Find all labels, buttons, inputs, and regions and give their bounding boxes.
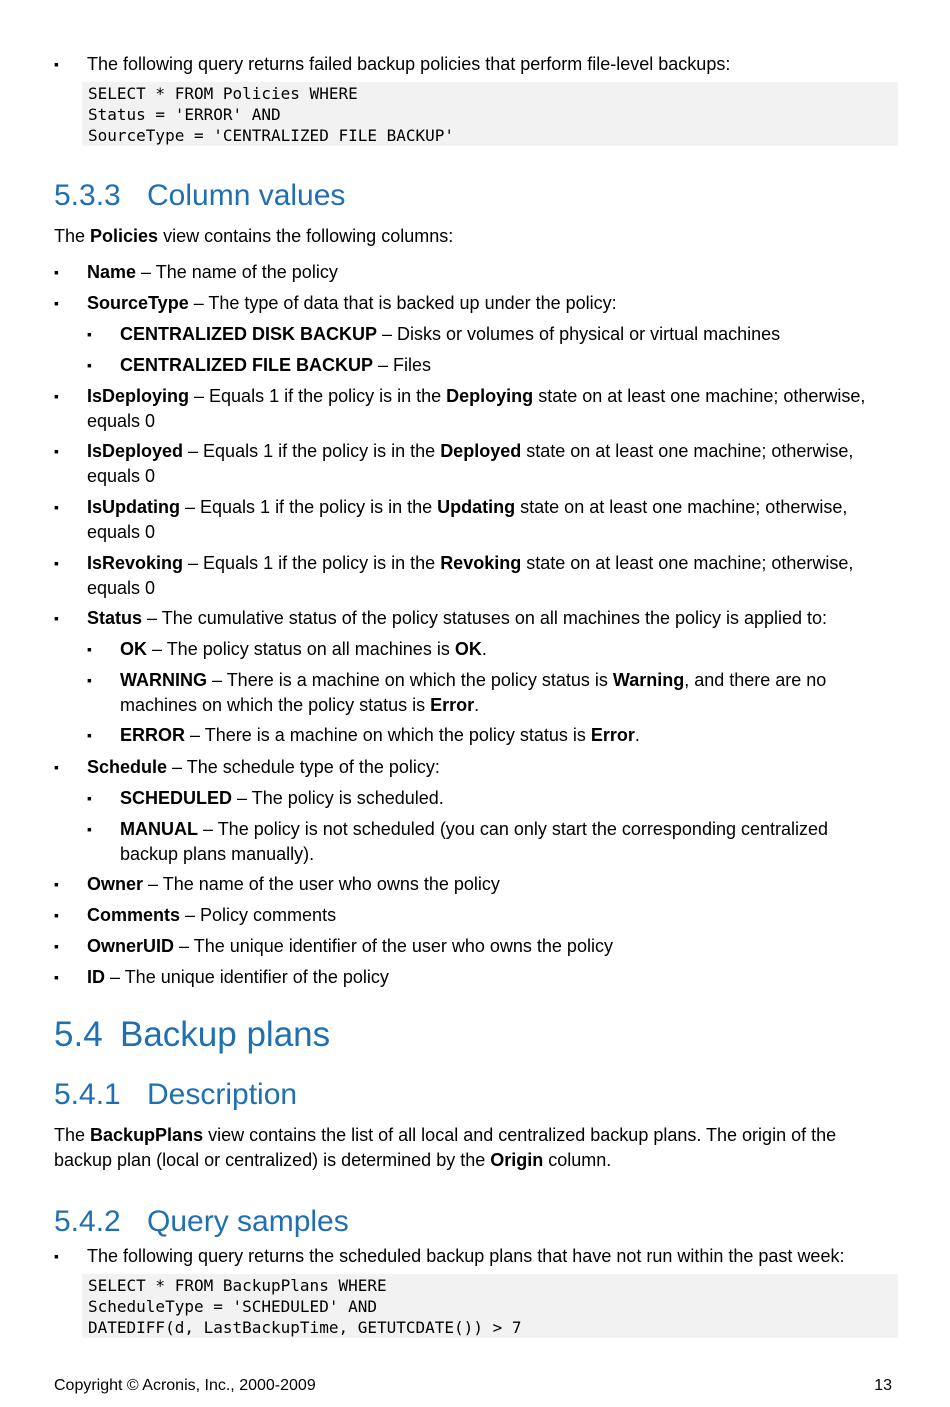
column-desc: – The name of the user who owns the policy xyxy=(143,874,500,894)
bullet-icon: ▪ xyxy=(54,443,59,459)
column-term: Schedule xyxy=(87,757,168,777)
bold-state: Deployed xyxy=(440,441,522,461)
bullet-icon: ▪ xyxy=(54,938,59,954)
text: view contains the list of all local and centralized backup plans. The origin of the backup plan (local or centralized) is determined by the xyxy=(54,1125,837,1170)
column-term: CENTRALIZED FILE BACKUP xyxy=(120,355,373,375)
list-item xyxy=(54,495,887,545)
bullet-icon: ▪ xyxy=(54,907,59,923)
bullet-icon: ▪ xyxy=(54,759,59,775)
column-term: OwnerUID xyxy=(87,936,175,956)
list-item xyxy=(54,52,887,77)
column-term: ERROR xyxy=(120,725,186,745)
text: state on at least one machine; otherwise, equals 0 xyxy=(87,497,848,542)
bold-term: BackupPlans xyxy=(90,1125,204,1145)
column-term: IsRevoking xyxy=(87,553,184,573)
description-paragraph xyxy=(54,1123,894,1173)
bullet-icon: ▪ xyxy=(54,1248,59,1264)
code-block: SELECT * FROM BackupPlans WHERE ScheduleType = 'SCHEDULED' AND DATEDIFF(d, LastBackupTime, GETUTCDATE()) > 7 xyxy=(82,1274,898,1338)
list-item xyxy=(54,384,887,434)
bullet-icon: ▪ xyxy=(87,790,92,806)
column-desc: – The schedule type of the policy: xyxy=(167,757,440,777)
bullet-icon: ▪ xyxy=(54,555,59,571)
bold-state: Error xyxy=(590,725,635,745)
text: – There is a machine on which the policy status is xyxy=(185,725,591,745)
text: – Equals 1 if the policy is in the xyxy=(183,553,441,573)
list-item xyxy=(87,353,890,378)
column-term: IsDeploying xyxy=(87,386,190,406)
text: view contains the following columns: xyxy=(158,226,454,246)
code-block: SELECT * FROM Policies WHERE Status = 'ERROR' AND SourceType = 'CENTRALIZED FILE BACKUP' xyxy=(82,82,898,146)
section-number: 5.4.1 xyxy=(54,1078,121,1111)
list-item xyxy=(54,551,887,601)
column-desc: – The policy is not scheduled (you can only start the corresponding centralized backup plans manually). xyxy=(120,819,829,864)
column-desc: – The name of the policy xyxy=(136,262,338,282)
bullet-icon: ▪ xyxy=(87,326,92,342)
bullet-text: The following query returns the scheduled backup plans that have not run within the past week: xyxy=(87,1246,845,1266)
text: – The policy status on all machines is xyxy=(147,639,455,659)
section-number: 5.3.3 xyxy=(54,179,121,212)
list-item xyxy=(54,872,887,897)
section-title: Column values xyxy=(147,179,346,212)
list-item xyxy=(54,903,887,928)
bold-state: Updating xyxy=(437,497,516,517)
text: state on at least one machine; otherwise, equals 0 xyxy=(87,441,854,486)
column-term: Owner xyxy=(87,874,144,894)
column-desc: – Policy comments xyxy=(180,905,337,925)
chapter-heading xyxy=(54,1014,330,1056)
section-heading xyxy=(54,178,345,214)
list-item xyxy=(87,786,890,811)
bullet-icon: ▪ xyxy=(54,295,59,311)
bullet-icon: ▪ xyxy=(54,969,59,985)
text: – Equals 1 if the policy is in the xyxy=(180,497,438,517)
copyright-text: Copyright © Acronis, Inc., 2000-2009 xyxy=(54,1377,316,1394)
column-desc: – The type of data that is backed up under the policy: xyxy=(188,293,617,313)
text: – Equals 1 if the policy is in the xyxy=(183,441,441,461)
text: – Equals 1 if the policy is in the xyxy=(189,386,447,406)
column-desc: – Files xyxy=(373,355,432,375)
bold-state: OK xyxy=(454,639,482,659)
bullet-icon: ▪ xyxy=(54,388,59,404)
column-term: Name xyxy=(87,262,137,282)
section-heading xyxy=(54,1077,297,1113)
text: state on at least one machine; otherwise, equals 0 xyxy=(87,386,866,431)
section-title: Description xyxy=(147,1078,298,1111)
list-item xyxy=(54,606,887,631)
bullet-icon: ▪ xyxy=(54,56,59,72)
list-item xyxy=(87,637,890,662)
intro-paragraph xyxy=(54,224,894,249)
bullet-text: The following query returns failed backup policies that perform file-level backups: xyxy=(87,54,731,74)
bullet-icon: ▪ xyxy=(54,264,59,280)
section-number: 5.4.2 xyxy=(54,1205,121,1238)
column-desc: – The unique identifier of the user who owns the policy xyxy=(174,936,613,956)
bullet-icon: ▪ xyxy=(87,821,92,837)
list-item xyxy=(54,291,887,316)
bullet-icon: ▪ xyxy=(87,641,92,657)
list-item xyxy=(54,439,887,489)
page-footer xyxy=(54,1376,892,1396)
list-item xyxy=(87,817,890,867)
bold-state: Warning xyxy=(612,670,685,690)
column-term: IsUpdating xyxy=(87,497,180,517)
list-item xyxy=(87,723,890,748)
list-item xyxy=(54,755,887,780)
text: . xyxy=(481,639,487,659)
column-term: OK xyxy=(120,639,147,659)
section-title: Query samples xyxy=(147,1205,349,1238)
column-term: WARNING xyxy=(120,670,207,690)
list-item xyxy=(87,322,890,347)
section-title: Backup plans xyxy=(120,1015,331,1054)
column-desc: – The cumulative status of the policy statuses on all machines the policy is applied to: xyxy=(142,608,828,628)
list-item xyxy=(87,668,890,718)
bold-state: Revoking xyxy=(440,553,522,573)
bullet-icon: ▪ xyxy=(54,876,59,892)
list-item xyxy=(54,260,887,285)
column-term: SourceType xyxy=(87,293,189,313)
column-term: CENTRALIZED DISK BACKUP xyxy=(120,324,378,344)
column-term: MANUAL xyxy=(120,819,198,839)
column-term: IsDeployed xyxy=(87,441,184,461)
bold-term: Origin xyxy=(490,1150,544,1170)
text: column. xyxy=(543,1150,612,1170)
text: , and there are no machines on which the policy status is xyxy=(120,670,827,715)
text: The xyxy=(54,226,91,246)
bullet-icon: ▪ xyxy=(54,610,59,626)
text: The xyxy=(54,1125,91,1145)
bold-state: Deploying xyxy=(446,386,534,406)
bullet-icon: ▪ xyxy=(87,672,92,688)
bullet-icon: ▪ xyxy=(54,499,59,515)
section-number: 5.4 xyxy=(54,1015,103,1054)
text: – There is a machine on which the policy status is xyxy=(207,670,613,690)
column-term: ID xyxy=(87,967,105,987)
column-desc: – The unique identifier of the policy xyxy=(105,967,389,987)
text: state on at least one machine; otherwise, equals 0 xyxy=(87,553,854,598)
bullet-icon: ▪ xyxy=(87,727,92,743)
bold-state: Error xyxy=(430,695,475,715)
bullet-icon: ▪ xyxy=(87,357,92,373)
page-number: 13 xyxy=(874,1377,892,1394)
section-heading xyxy=(54,1204,349,1240)
list-item xyxy=(54,965,887,990)
column-desc: – Disks or volumes of physical or virtual machines xyxy=(377,324,781,344)
text: . xyxy=(474,695,480,715)
column-term: Comments xyxy=(87,905,181,925)
text: . xyxy=(634,725,640,745)
column-term: SCHEDULED xyxy=(120,788,233,808)
list-item xyxy=(54,934,887,959)
column-term: Status xyxy=(87,608,143,628)
column-desc: – The policy is scheduled. xyxy=(232,788,444,808)
list-item xyxy=(54,1244,887,1269)
bold-term: Policies xyxy=(90,226,159,246)
